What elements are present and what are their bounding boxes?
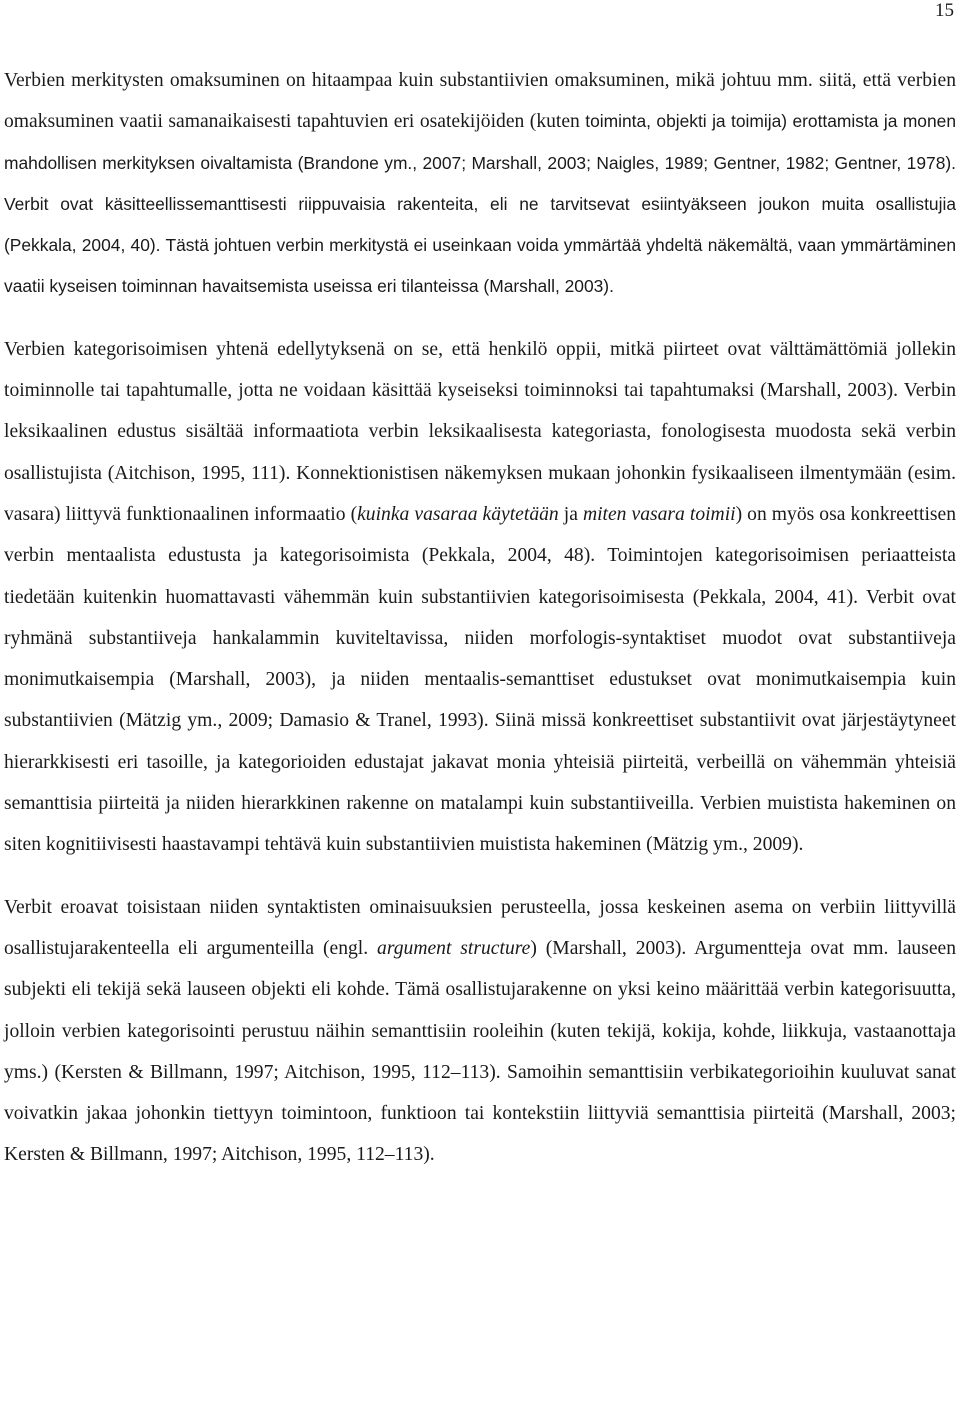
paragraph-2-italic-2: miten vasara toimii (582, 503, 736, 525)
document-body (4, 60, 956, 1176)
paragraph-2-text-3: ) on myös osa konkreettisen verbin mentaalista edustusta ja kategorisoimista (Pekkala, 2004, 48). Toimintojen kategorisoimisen periaatteista tiedetään kuitenkin huomattavasti vähemmän kuin substantiivien kategorisoimisesta (Pekkala, 2004, 41). Verbit ovat ryhmänä substantiiveja hankalammin kuviteltavissa, niiden morfologis-syntaktiset muodot ovat substantiiveja monimutkaisempia (Marshall, 2003), ja niiden mentaalis-semanttiset edustukset ovat monimutkaisempia kuin substantiivien (Mätzig ym., 2009; Damasio & Tranel, 1993). Siinä missä konkreettiset substantiivit ovat järjestäytyneet hierarkkisesti eri tasoille, ja kategorioiden edustajat jakavat monia yhteisiä piirteitä, verbeillä on vähemmän yhteisiä semanttisia piirteitä ja niiden hierarkkinen rakenne on matalampi kuin substantiiveilla. Verbien muistista hakeminen on siten kognitiivisesti haastavampi tehtävä kuin substantiivien muistista hakeminen (Mätzig ym., 2009). (4, 503, 957, 856)
page-number: 15 (935, 0, 954, 21)
paragraph-3-text-2: ) (Marshall, 2003). Argumentteja ovat mm. lauseen subjekti eli tekijä sekä lauseen objekti eli kohde. Tämä osallistujarakenne on yksi keino määrittää verbin kategorisuutta, jolloin verbien kategorisointi perustuu näihin semanttisiin rooleihin (kuten tekijä, kokija, kohde, liikkuja, vastaanottaja yms.) (Kersten & Billmann, 1997; Aitchison, 1995, 112–113). Samoihin semanttisiin verbikategorioihin kuuluvat sanat voivatkin jakaa johonkin tiettyyn toimintoon, funktioon tai kontekstiin liittyviä semanttisia piirteitä (Marshall, 2003; Kersten & Billmann, 1997; Aitchison, 1995, 112–113). (4, 937, 957, 1166)
paragraph-3-text-1: Verbit eroavat toisistaan niiden syntaktisten ominaisuuksien perusteella, jossa keskeinen asema on verbiin liittyvillä osallistujarakenteella eli argumenteilla (engl. (4, 896, 956, 959)
paragraph-argument-structure (4, 887, 956, 1176)
paragraph-2-italic-1: kuinka vasaraa käytetään (357, 503, 559, 525)
paragraph-verb-categorization (4, 329, 956, 866)
paragraph-1-text: toiminta, objekti ja toimija) erottamista ja monen mahdollisen merkityksen oivaltamista (Brandone ym., 2007; Marshall, 2003; Naigles, 1989; Gentner, 1982; Gentner, 1978). Verbit ovat käsitteellissemanttisesti riippuvaisia rakenteita, eli ne tarvitsevat esiintyäkseen joukon muita osallistujia (Pekkala, 2004, 40). Tästä johtuen verbin merkitystä ei useinkaan voida ymmärtää yhdeltä näkemältä, vaan ymmärtäminen vaatii kyseisen toiminnan havaitsemista useissa eri tilanteissa (Marshall, 2003). (4, 111, 956, 297)
paragraph-2-text-2: ja (558, 503, 583, 525)
paragraph-verb-acquisition (4, 60, 956, 308)
paragraph-1-lead: Verbien merkitysten omaksuminen on hitaampaa kuin substantiivien omaksuminen, mikä johtuu mm. siitä, että verbien omaksuminen vaatii samanaikaisesti tapahtuvien eri osatekijöiden (kuten (4, 70, 956, 133)
paragraph-2-text-1: Verbien kategorisoimisen yhtenä edellytyksenä on se, että henkilö oppii, mitkä piirteet ovat välttämättömiä jollekin toiminnolle tai tapahtumalle, jotta ne voidaan käsittää kyseiseksi toiminnoksi tai tapahtumaksi (Marshall, 2003). Verbin leksikaalinen edustus sisältää informaatiota verbin leksikaalisesta kategoriasta, fonologisesta muodosta sekä verbin osallistujista (Aitchison, 1995, 111). Konnektionistisen näkemyksen mukaan johonkin fysikaaliseen ilmentymään (esim. vasara) liittyvä funktionaalinen informaatio ( (4, 338, 956, 525)
paragraph-3-italic-1: argument structure (377, 937, 531, 959)
